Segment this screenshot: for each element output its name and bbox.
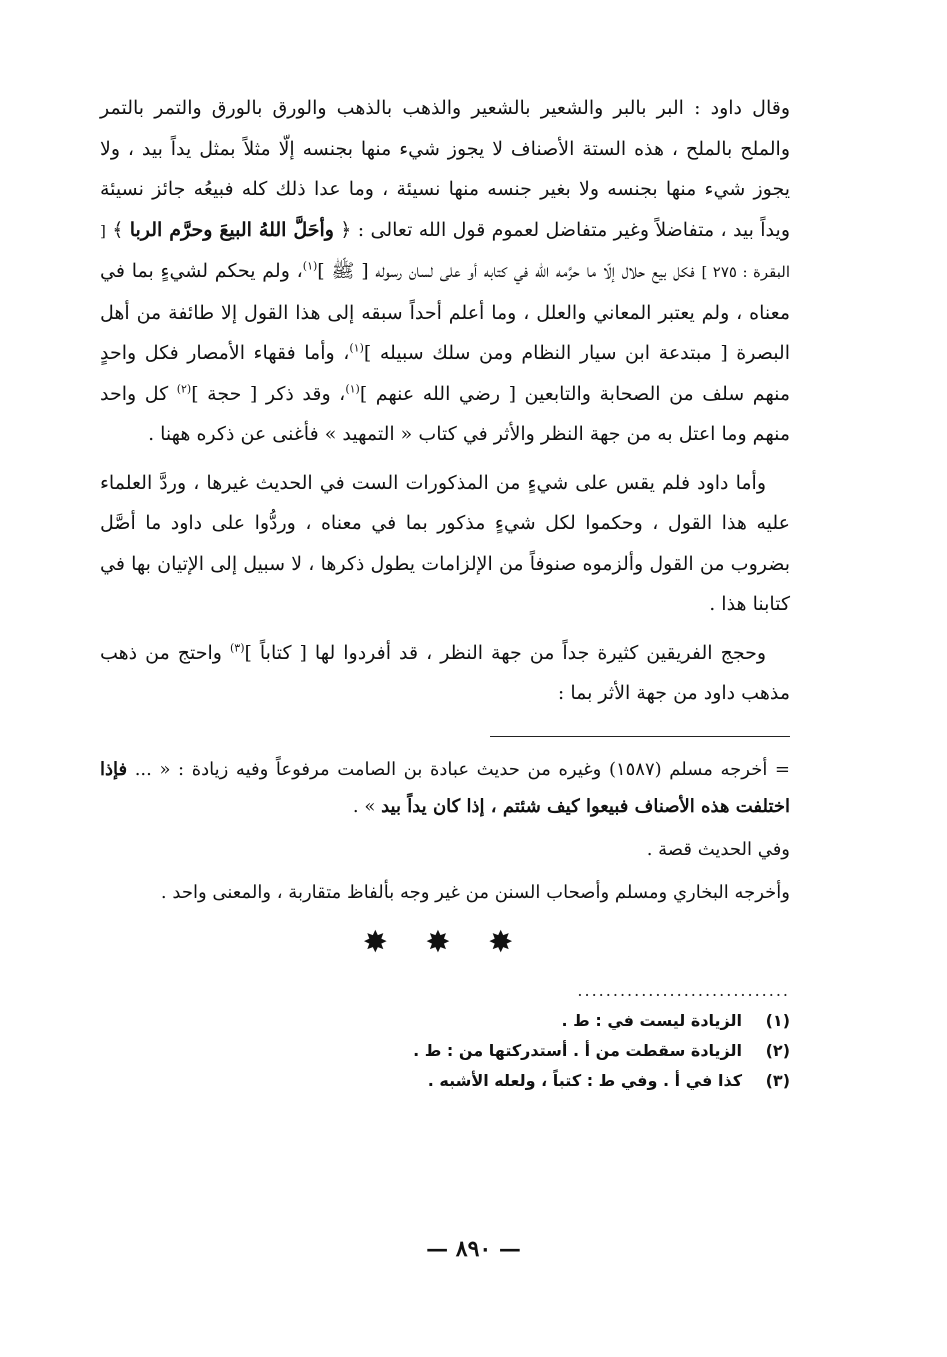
text-segment: وحجج الفريقين كثيرة جداً من جهة النظر ، قد أفردوا لها [ كتاباً ] [244, 641, 767, 664]
footnote-rule-wrap [100, 736, 790, 737]
text-segment: واحتج من ذهب مذهب داود من جهة الأثر بما : [100, 641, 790, 704]
paragraph-1 [100, 88, 790, 455]
footnote-text: الزيادة ليست في : ط . [561, 1010, 742, 1030]
footnote-number: (٣) [765, 1070, 790, 1090]
quran-quote: وأحَلَّ اللهُ البيعَ وحرَّم الربا [129, 218, 334, 241]
text-segment: = أخرجه مسلم (١٥٨٧) وغيره من حديث عبادة بن الصامت مرفوعاً وفيه زيادة : « ... [127, 758, 790, 780]
text-segment: وقال داود : البر بالبر والشعير بالشعير والذهب بالذهب والورق بالورق والتمر بالتمر والملح بالملح ، هذه الستة الأصناف لا يجوز شيء منها بجنسه إلّا مثلاً بمثل يداً بيد ، ولا يجوز شيء منها بجنسه ولا بغير جنسه منها نسيئة ، وما عدا ذلك كله فبيعُه جائز نسيئة ويداً بيد ، متفاضلاً وغير متفاضل لعموم قول الله تعالى : ﴿ [100, 97, 790, 241]
dotted-separator: .............................. [577, 980, 790, 1000]
text-segment: ، ولم يحكم لشيءٍ بما في معناه ، ولم يعتبر المعاني والعلل ، وما أعلم أحداً سبقه إلى هذا القول إلا طائفة من أهل البصرة [ مبتدعة ابن سيار النظام ومن سلك سبيله ] [100, 260, 791, 364]
paragraph-2 [100, 463, 790, 625]
footnote-text: كذا في أ . وفي ط : كتباً ، ولعله الأشبه . [427, 1070, 742, 1090]
footnote-ref: (٣) [229, 641, 245, 655]
footnote-item [100, 1006, 790, 1036]
continued-note-line-2 [100, 831, 790, 868]
text-segment: ، وقد ذكر [ حجة ] [191, 382, 346, 405]
continued-note-line-1 [100, 751, 790, 825]
continued-note-line-3 [100, 874, 790, 911]
text-segment: ، وأما فقهاء الأمصار فكل واحدٍ منهم سلف من الصحابة والتابعين [ رضي الله عنهم ] [100, 342, 791, 405]
footnote-ref: (١) [302, 259, 318, 273]
main-text [100, 88, 790, 714]
footnote-ref: (٢) [176, 382, 192, 396]
quran-quote: فإذا اختلفت هذه الأصناف فبيعوا كيف شئتم ، إذا كان يداً بيد [100, 758, 790, 817]
text-segment: فكل بيع حلال إلّا ما حرَّمه الله في كتابه أو على لسان رسوله [ ﷺ ] [317, 260, 702, 282]
text-segment: وأما داود فلم يقس على شيءٍ من المذكورات الست في الحديث غيرها ، وردَّ العلماء عليه هذا القول ، وحكموا لكل شيءٍ مذكور بما في معناه ، وردُّوا على داود ما أصَّل بضروب من القول وألزموه صنوفاً من الإلزامات يطول ذكرها ، لا سبيل إلى الإتيان بها في كتابنا هذا . [100, 471, 790, 615]
text-segment: وأخرجه البخاري ومسلم وأصحاب السنن من غير وجه بألفاظ متقاربة ، والمعنى واحد . [160, 881, 790, 903]
footnote-list [100, 1006, 790, 1096]
footnote-ref: (١) [345, 382, 360, 396]
separator-stars: ✸ ✸ ✸ [362, 924, 528, 960]
footnote-number: (١) [765, 1010, 790, 1030]
footnote-item [100, 1036, 790, 1066]
footnote-rule [490, 736, 790, 737]
text-segment: ﴾ [105, 218, 130, 241]
footnote-ref: (١) [349, 341, 364, 355]
dots-wrap [100, 981, 790, 1000]
continued-note [100, 751, 790, 911]
page-number: — ٨٩٠ — [426, 1236, 521, 1262]
text-segment: كل واحد منهم وما اعتل به من جهة النظر والأثر في كتاب « التمهيد » فأغنى عن ذكره ههنا . [100, 382, 790, 445]
text-segment: وفي الحديث قصة . [646, 838, 790, 860]
text-segment: » . [352, 795, 382, 817]
verse-reference: [ البقرة : ٢٧٥ ] [100, 221, 791, 281]
footnote-item [100, 1066, 790, 1096]
footnote-text: الزيادة سقطت من أ . أستدركتها من : ط . [413, 1040, 742, 1060]
footnote-number: (٢) [765, 1040, 790, 1060]
page-body [100, 88, 790, 1096]
paragraph-3 [100, 633, 790, 714]
